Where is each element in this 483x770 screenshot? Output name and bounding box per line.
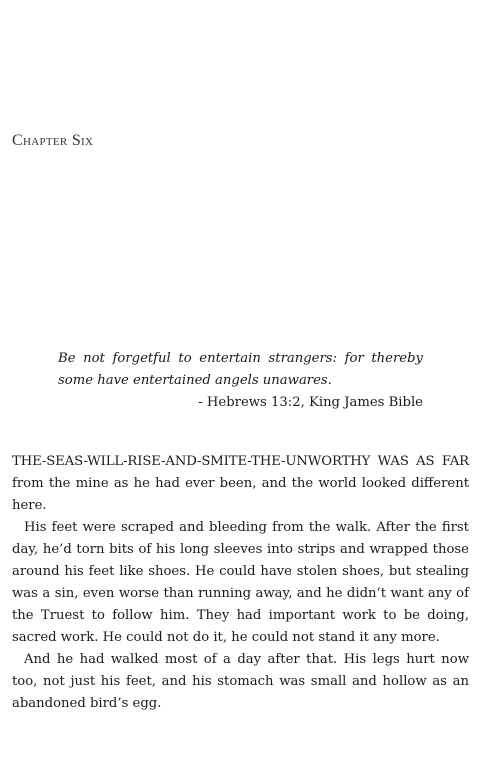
epigraph-source: - Hebrews 13:2, King James Bible	[198, 395, 423, 410]
opening-caps: THE-SEAS-WILL-RISE-AND-SMITE-THE-UNWORTHY WAS AS FAR	[12, 454, 469, 469]
opening-text: from the mine as he had ever been, and the world looked different here.	[12, 476, 469, 513]
chapter-body	[12, 451, 469, 715]
opening-paragraph	[12, 451, 469, 517]
chapter-heading: Chapter Six	[12, 132, 94, 149]
epigraph	[58, 348, 423, 414]
body-paragraph: And he had walked most of a day after that. His legs hurt now too, not just his feet, and his stomach was small and hollow as an abandoned bird’s egg.	[12, 652, 469, 711]
epigraph-quote: Be not forgetful to entertain strangers: for thereby some have entertained angels unawares.	[58, 351, 423, 388]
body-paragraph: His feet were scraped and bleeding from the walk. After the first day, he’d torn bits of his long sleeves into strips and wrapped those around his feet like shoes. He could have stolen shoes, but stealing was a sin, even worse than running away, and he didn’t want any of the Truest to follow him. They had important work to be doing, sacred work. He could not do it, he could not stand it any more.	[12, 520, 469, 645]
